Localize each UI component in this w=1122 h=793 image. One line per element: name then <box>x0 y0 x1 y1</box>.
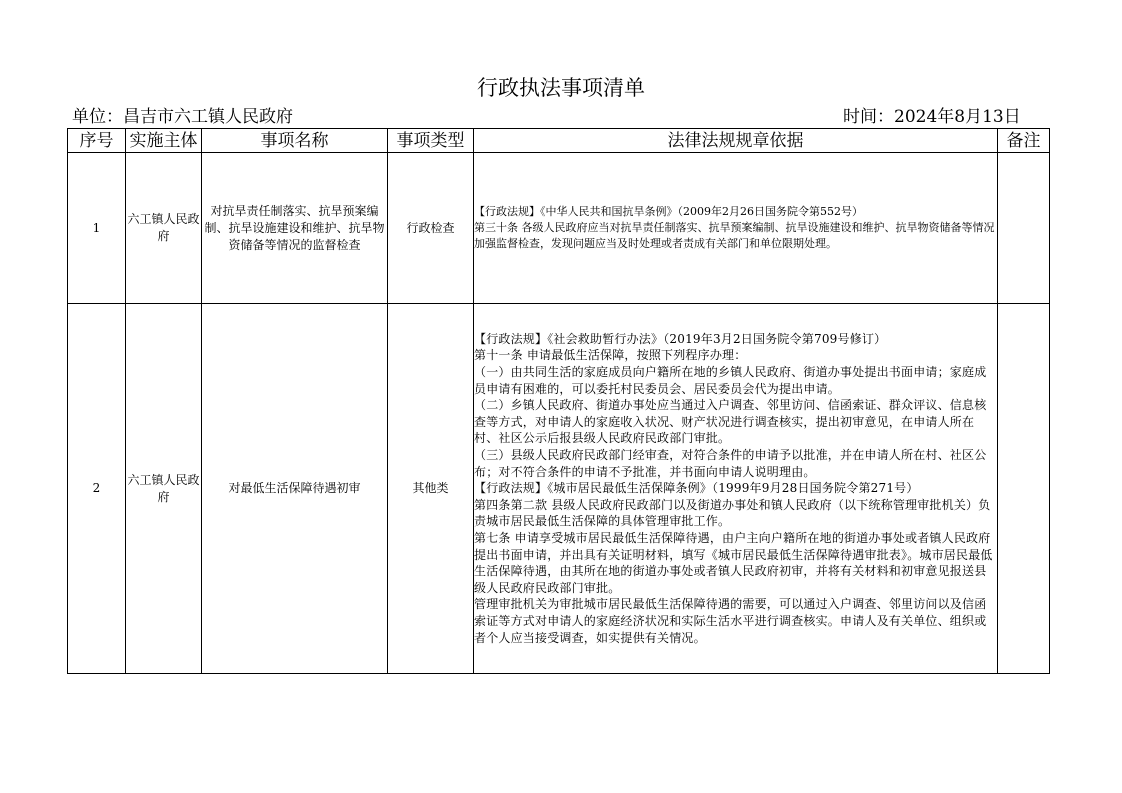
basis-line: （三）县级人民政府民政部门经审查，对符合条件的申请予以批准，并在申请人所在村、社区公布；对不符合条件的申请不予批准，并书面向申请人说明理由。 <box>474 448 987 479</box>
basis-line: 第四条第二款 县级人民政府民政部门以及街道办事处和镇人民政府（以下统称管理审批机关）负责城市居民最低生活保障的具体管理审批工作。 <box>474 497 991 529</box>
header-item-type: 事项类型 <box>388 129 474 153</box>
basis-line: 【行政法规】《城市居民最低生活保障条例》（1999年9月28日国务院令第271号） <box>474 481 919 496</box>
row-item-name: 对抗旱责任制落实、抗旱预案编制、抗旱设施建设和维护、抗旱物资储备等情况的监督检查 <box>202 153 388 304</box>
header-seq: 序号 <box>68 129 126 153</box>
row-basis <box>474 153 998 304</box>
row-remark <box>998 304 1050 674</box>
row-item-name: 对最低生活保障待遇初审 <box>202 304 388 674</box>
basis-line: 【行政法规】《中华人民共和国抗旱条例》（2009年2月26日国务院令第552号） <box>474 205 863 218</box>
basis-line: （一）由共同生活的家庭成员向户籍所在地的乡镇人民政府、街道办事处提出书面申请；家庭成员申请有困难的，可以委托村民委员会、居民委员会代为提出申请。 <box>474 365 987 396</box>
page-title: 行政执法事项清单 <box>477 76 645 100</box>
row-item-type: 行政检查 <box>388 153 474 304</box>
header-subject: 实施主体 <box>126 129 202 153</box>
basis-line: 第三十条 各级人民政府应当对抗旱责任制落实、抗旱预案编制、抗旱设施建设和维护、抗旱物资储备等情况加强监督检查，发现问题应当及时处理或者责成有关部门和单位限期处理。 <box>474 221 995 250</box>
basis-line: 第十一条 申请最低生活保障，按照下列程序办理： <box>474 348 747 363</box>
row-subject: 六工镇人民政府 <box>126 153 202 304</box>
row-seq: 2 <box>68 304 126 674</box>
unit-label: 单位：昌吉市六工镇人民政府 <box>72 107 293 127</box>
enforcement-items-table <box>67 128 1050 674</box>
row-item-type: 其他类 <box>388 304 474 674</box>
header-remark: 备注 <box>998 129 1050 153</box>
table-header-row <box>68 129 1050 153</box>
table-row <box>68 304 1050 674</box>
row-remark <box>998 153 1050 304</box>
basis-line: （二）乡镇人民政府、街道办事处应当通过入户调查、邻里访问、信函索证、群众评议、信息核查等方式，对申请人的家庭收入状况、财产状况进行调查核实，提出初审意见，在申请人所在村、社区公示后报县级人民政府民政部门审批。 <box>474 398 987 446</box>
row-subject: 六工镇人民政府 <box>126 304 202 674</box>
basis-line: 第七条 申请享受城市居民最低生活保障待遇，由户主向户籍所在地的街道办事处或者镇人民政府提出书面申请，并出具有关证明材料，填写《城市居民最低生活保障待遇审批表》。城市居民最低生活保障待遇，由其所在地的街道办事处或者镇人民政府初审，并将有关材料和初审意见报送县级人民政府民政部门审批。 <box>474 530 993 595</box>
row-seq: 1 <box>68 153 126 304</box>
basis-line: 管理审批机关为审批城市居民最低生活保障待遇的需要，可以通过入户调查、邻里访问以及信函索证等方式对申请人的家庭经济状况和实际生活水平进行调查核实。申请人及有关单位、组织或者个人应当接受调查，如实提供有关情况。 <box>474 597 987 645</box>
header-item-name: 事项名称 <box>202 129 388 153</box>
row-basis <box>474 304 998 674</box>
header-basis: 法律法规规章依据 <box>474 129 998 153</box>
table-row <box>68 153 1050 304</box>
basis-line: 【行政法规】《社会救助暂行办法》（2019年3月2日国务院令第709号修订） <box>474 331 887 346</box>
date-label: 时间：2024年8月13日 <box>843 107 1021 127</box>
